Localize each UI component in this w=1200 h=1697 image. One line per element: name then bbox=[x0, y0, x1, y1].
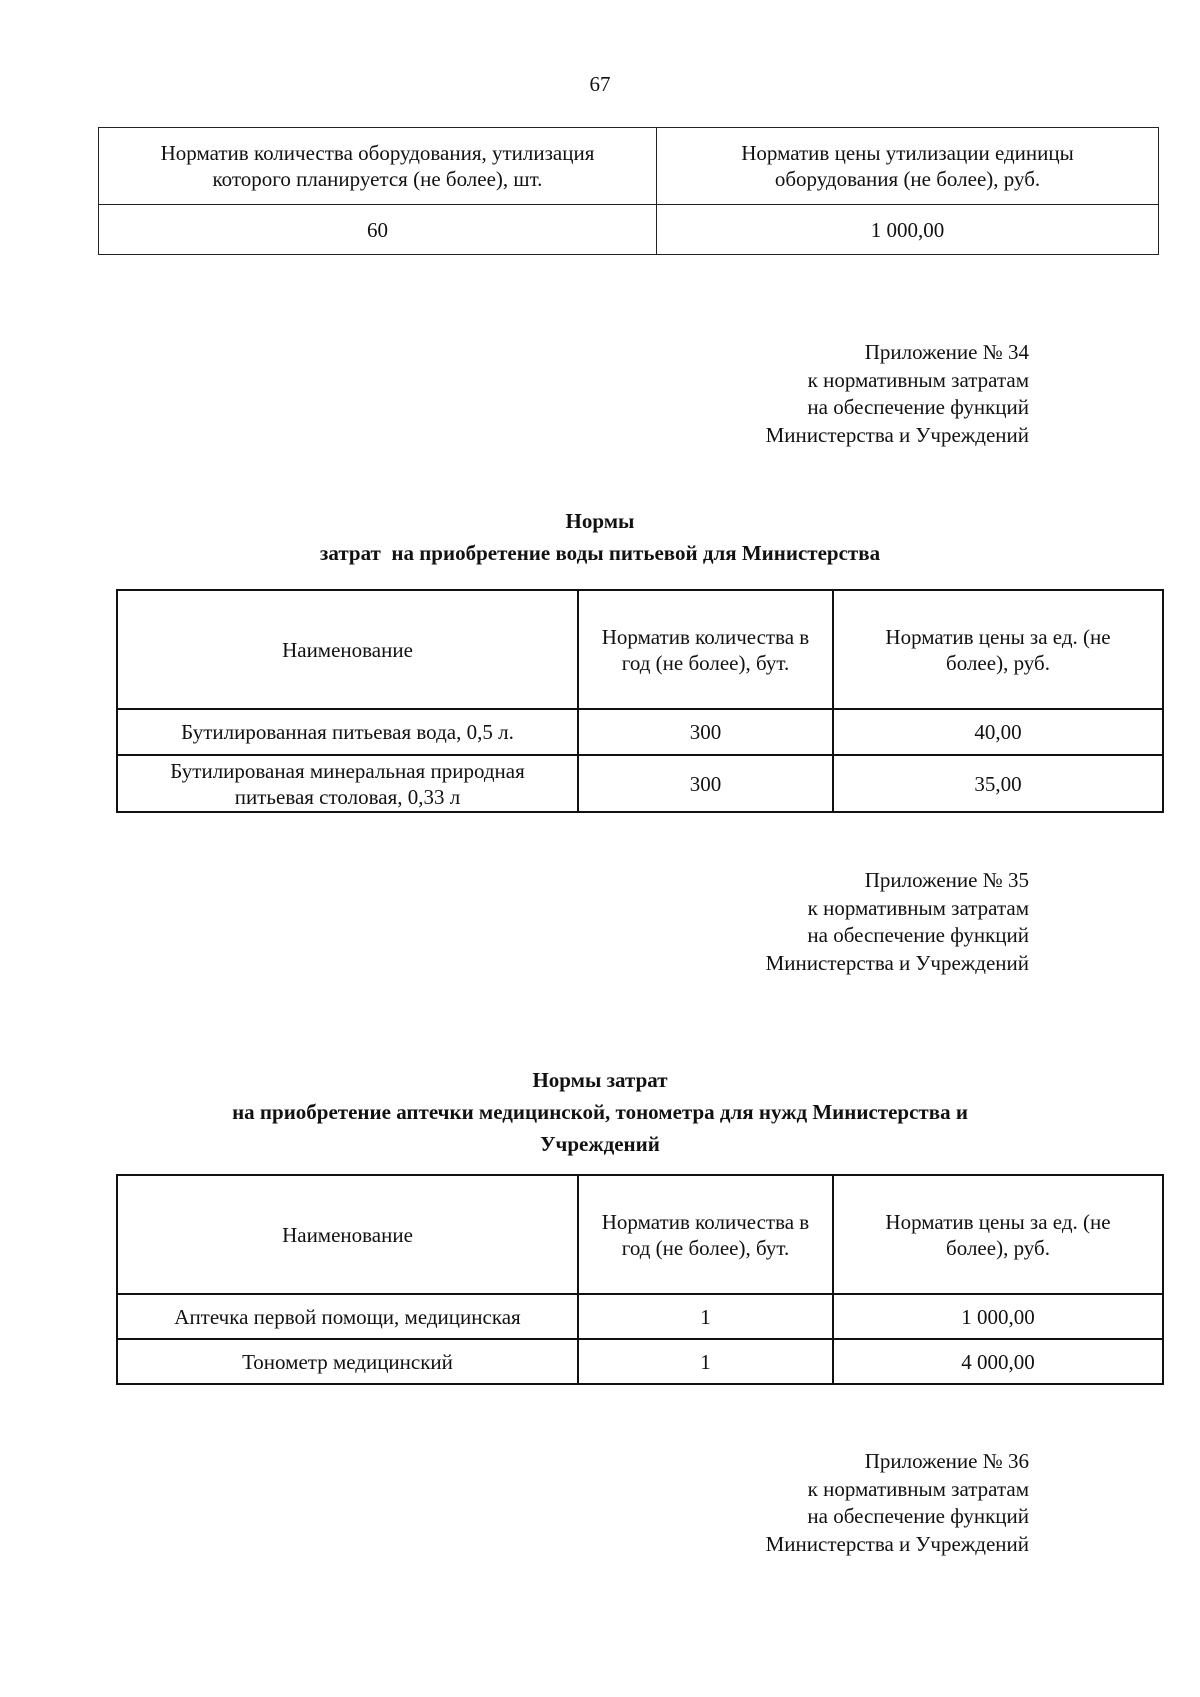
table-header-row bbox=[99, 128, 1159, 205]
column-header: Наименование bbox=[117, 590, 578, 709]
column-header: Норматив количества в год (не более), бут. bbox=[578, 1175, 833, 1294]
table-cell: 1 bbox=[578, 1294, 833, 1339]
column-header: Норматив цены за ед. (не более), руб. bbox=[833, 590, 1163, 709]
table-row bbox=[117, 1339, 1163, 1384]
table-cell: 4 000,00 bbox=[833, 1339, 1163, 1384]
column-header: Норматив количества в год (не более), бут. bbox=[578, 590, 833, 709]
table-cell: Тонометр медицинский bbox=[117, 1339, 578, 1384]
column-header: Норматив количества оборудования, утилизация которого планируется (не более), шт. bbox=[99, 128, 657, 205]
table-cell: Аптечка первой помощи, медицинская bbox=[117, 1294, 578, 1339]
title-line: Учреждений bbox=[540, 1132, 660, 1156]
appendix-line: Приложение № 34 bbox=[864, 340, 1029, 364]
section-title-first-aid bbox=[0, 1064, 1200, 1160]
appendix-line: к нормативным затратам bbox=[807, 895, 1029, 920]
appendix-line: Министерства и Учреждений bbox=[765, 422, 1029, 447]
page-number: 67 bbox=[589, 72, 611, 96]
appendix-line: Приложение № 35 bbox=[864, 868, 1029, 892]
title-line: Нормы bbox=[565, 509, 635, 533]
table-row bbox=[99, 205, 1159, 255]
title-line: затрат на приобретение воды питьевой для Министерства bbox=[319, 541, 881, 565]
table-row bbox=[117, 1294, 1163, 1339]
appendix-line: Министерства и Учреждений bbox=[765, 950, 1029, 975]
table-header-row bbox=[117, 590, 1163, 709]
appendix-line: к нормативным затратам bbox=[807, 367, 1029, 392]
title-line: Нормы затрат bbox=[532, 1068, 668, 1092]
appendix-line: на обеспечение функций bbox=[807, 395, 1029, 419]
appendix-line: на обеспечение функций bbox=[807, 1504, 1029, 1528]
table-header-row bbox=[117, 1175, 1163, 1294]
section-title-water bbox=[0, 505, 1200, 569]
appendix-36-note bbox=[766, 1448, 1029, 1558]
first-aid-norms-table bbox=[116, 1174, 1164, 1385]
table-cell: Бутилированая минеральная природная питьевая столовая, 0,33 л bbox=[117, 755, 578, 812]
column-header: Наименование bbox=[117, 1175, 578, 1294]
appendix-line: Министерства и Учреждений bbox=[765, 1531, 1029, 1556]
appendix-line: Приложение № 36 bbox=[864, 1449, 1029, 1473]
table-cell: 300 bbox=[578, 755, 833, 812]
appendix-34-note bbox=[766, 339, 1029, 449]
title-line: на приобретение аптечки медицинской, тонометра для нужд Министерства и bbox=[232, 1100, 968, 1124]
appendix-line: на обеспечение функций bbox=[807, 923, 1029, 947]
table-row bbox=[117, 709, 1163, 755]
table-row bbox=[117, 755, 1163, 812]
table-cell: 35,00 bbox=[833, 755, 1163, 812]
table-cell: 60 bbox=[99, 205, 657, 255]
table-cell: Бутилированная питьевая вода, 0,5 л. bbox=[117, 709, 578, 755]
table-cell: 40,00 bbox=[833, 709, 1163, 755]
water-norms-table bbox=[116, 589, 1164, 813]
table-cell: 300 bbox=[578, 709, 833, 755]
equipment-disposal-table bbox=[98, 127, 1159, 255]
column-header: Норматив цены за ед. (не более), руб. bbox=[833, 1175, 1163, 1294]
table-cell: 1 000,00 bbox=[833, 1294, 1163, 1339]
appendix-35-note bbox=[766, 867, 1029, 977]
column-header: Норматив цены утилизации единицы оборудования (не более), руб. bbox=[657, 128, 1159, 205]
appendix-line: к нормативным затратам bbox=[807, 1476, 1029, 1501]
table-cell: 1 000,00 bbox=[657, 205, 1159, 255]
table-cell: 1 bbox=[578, 1339, 833, 1384]
